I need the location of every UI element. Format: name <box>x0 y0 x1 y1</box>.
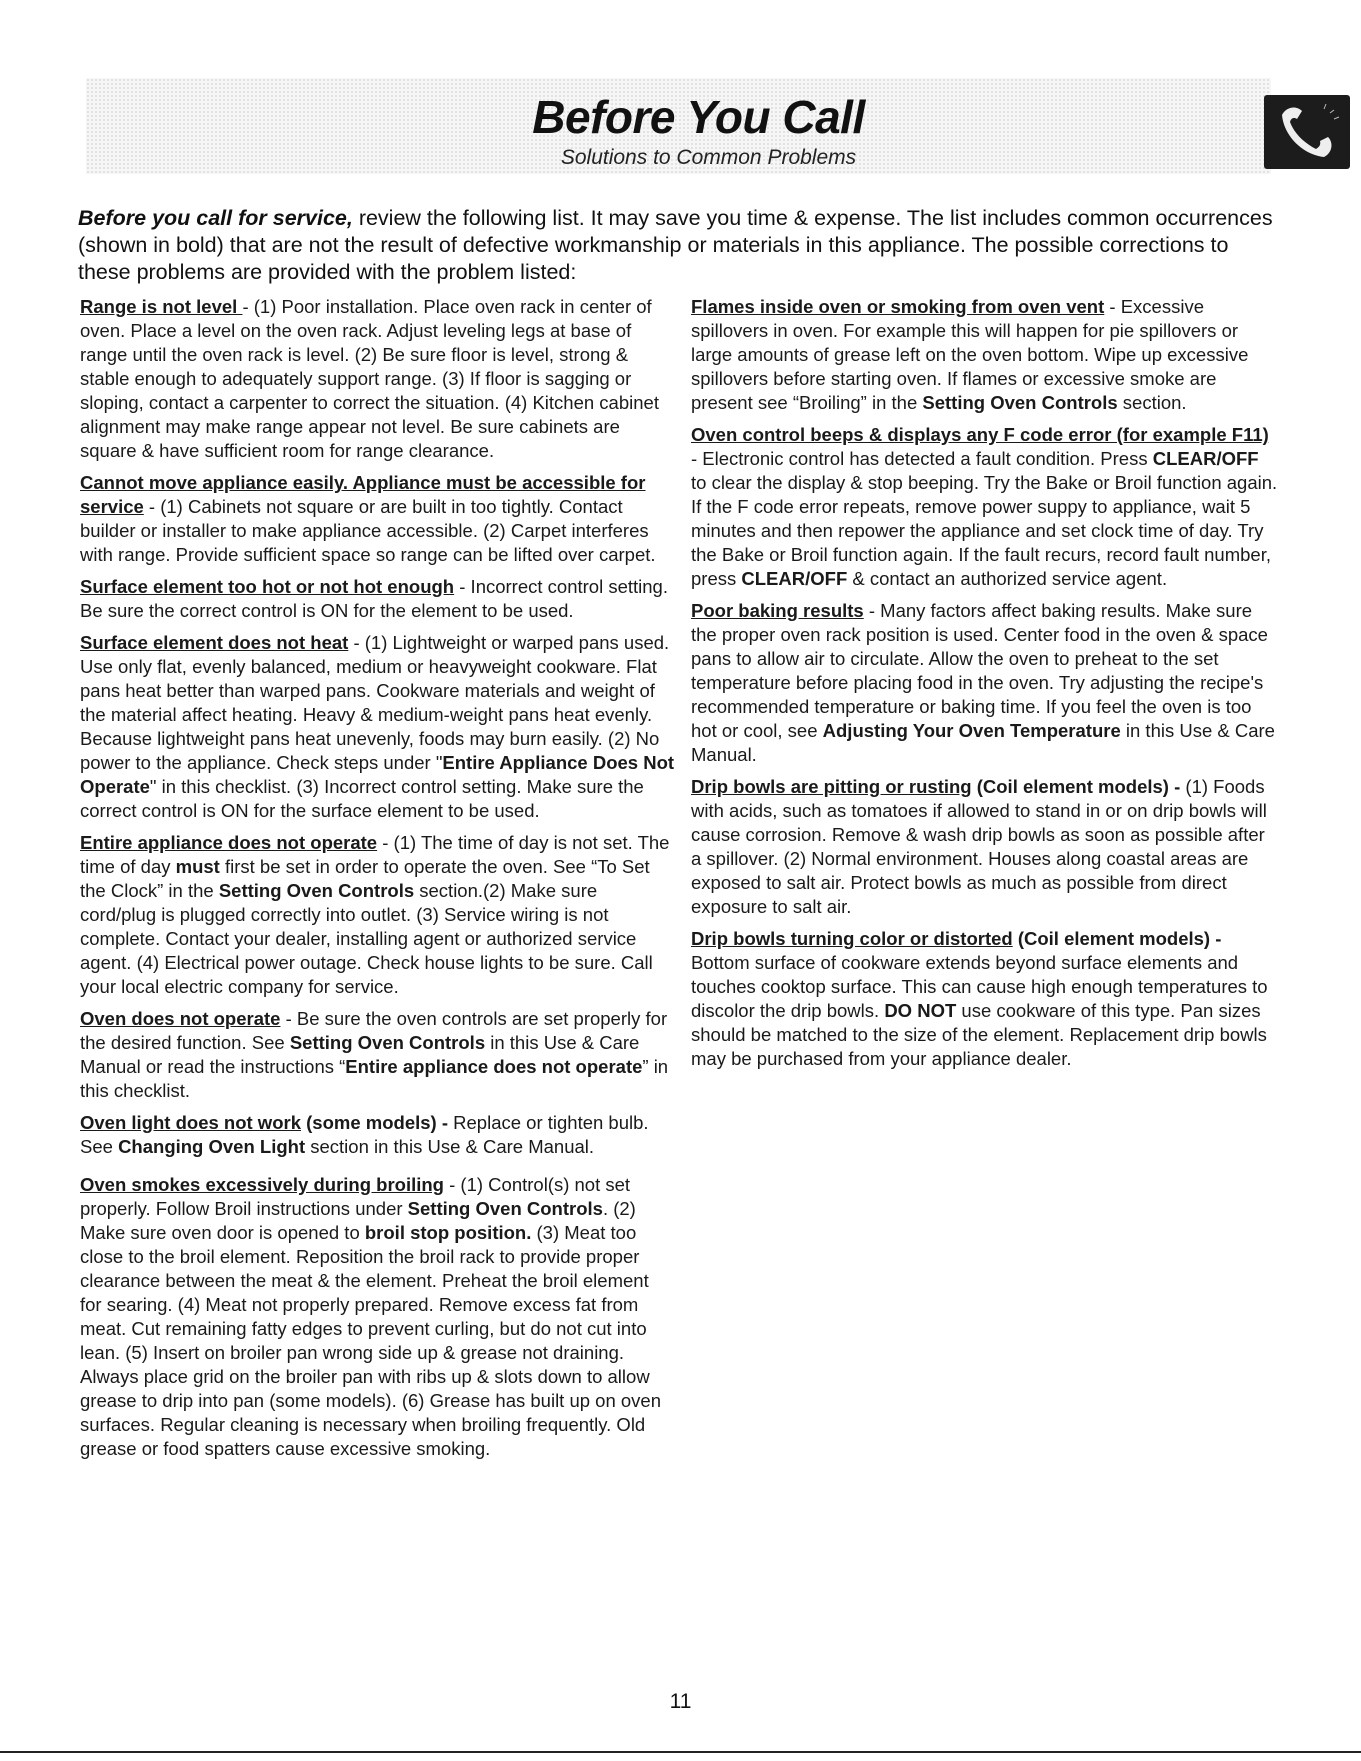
entry-text: - (1) Control(s) not set properly. Follow Broil instructions under <box>80 1174 631 1219</box>
page-title: Before You Call <box>532 91 865 143</box>
entry-text: " in this checklist. (3) Incorrect control setting. Make sure the correct control is ON for the surface element to be used. <box>80 776 644 821</box>
entry-text: - (1) Poor installation. Place oven rack in center of oven. Place a level on the oven rack. Adjust leveling legs at base of range until the oven rack is level. (2) Be sure floor is level, strong & stable enough to adequately support range. (3) If floor is sagging or sloping, contact a carpenter to correct the situation. (4) Kitchen cabinet alignment may make range appear not level. Be sure cabinets are square & have sufficient room for range clearance. <box>80 296 659 461</box>
entry-heading: Entire appliance does not operate <box>80 832 378 853</box>
entry-bold: Setting Oven Controls <box>922 392 1118 413</box>
entry-text: Replace or tighten bulb. See <box>80 1112 649 1157</box>
entry-heading: Cannot move appliance easily. Appliance must be accessible for service <box>80 472 646 517</box>
entry-text: - (1) The time of day is not set. The time of day <box>80 832 670 877</box>
intro-text: review the following list. It may save you time & expense. The list includes common occurrences (shown in bold) that are not the result of defective workmanship or materials in this appliance. The possible corrections to these problems are provided with the problem listed: <box>78 206 1273 284</box>
intro-lead: Before you call for service, <box>78 206 353 230</box>
entry-text: - Incorrect control setting. Be sure the correct control is ON for the element to be used. <box>80 576 668 621</box>
entry-text: - Many factors affect baking results. Make sure the proper oven rack position is used. Center food in the oven & space pans to allow air to circulate. Allow the oven to preheat to the set temperature before placing food in the oven. Try adjusting the recipe's recommended temperature or baking time. If you feel the oven is too hot or cool, see <box>691 600 1268 741</box>
entry-bold: Setting Oven Controls <box>289 1032 486 1053</box>
entry-text: section.(2) Make sure cord/plug is plugged correctly into outlet. (3) Service wiring is not complete. Contact your dealer, installing agent or authorized service agent. (4) Electrical power outage. Check house lights to be sure. Call your local electric company for service. <box>80 880 653 997</box>
entry-range-not-level <box>80 295 675 463</box>
entry-drip-bowls-color <box>691 927 1279 1071</box>
entry-oven-light <box>80 1111 675 1159</box>
entry-text: (1) Foods with acids, such as tomatoes if allowed to stand in or on drip bowls will cause corrosion. Remove & wash drip bowls as soon as possible after a spillover. (2) Normal environment. Houses along coastal areas are exposed to salt air. Protect bowls as much as possible from direct exposure to salt air. <box>691 776 1267 917</box>
entry-oven-not-operate <box>80 1007 675 1103</box>
right-column <box>691 295 1279 1079</box>
entry-bold: Entire Appliance Does Not Operate <box>80 752 675 797</box>
entry-bold: Setting Oven Controls <box>407 1198 603 1219</box>
entry-text: & contact an authorized service agent. <box>847 568 1168 589</box>
entry-bold: broil stop position. <box>364 1222 532 1243</box>
entry-heading: Poor baking results <box>691 600 864 621</box>
intro-paragraph <box>78 205 1283 286</box>
entry-heading: Drip bowls are pitting or rusting <box>691 776 972 797</box>
entry-poor-baking <box>691 599 1279 767</box>
entry-qualifier: (some models) - <box>301 1112 448 1133</box>
entry-oven-smokes-broiling <box>80 1173 675 1461</box>
page-subtitle: Solutions to Common Problems <box>560 146 857 169</box>
header-banner <box>86 78 1271 174</box>
entry-text: in this Use & Care Manual. <box>691 720 1275 765</box>
entry-heading: Surface element does not heat <box>80 632 349 653</box>
entry-heading: Oven control beeps & displays any F code error (for example F11) <box>691 424 1269 445</box>
entry-bold: Changing Oven Light <box>118 1136 306 1157</box>
entry-text: - Excessive spillovers in oven. For example this will happen for pie spillovers or large amounts of grease left on the oven bottom. Wipe up excessive spillovers before starting oven. If flames or excessive smoke are present see “Broiling” in the <box>691 296 1249 413</box>
entry-bold: must <box>175 856 220 877</box>
entry-heading: Flames inside oven or smoking from oven vent <box>691 296 1105 317</box>
entry-heading: Range is not level <box>80 296 243 317</box>
entry-flames-inside-oven <box>691 295 1279 415</box>
entry-text: to clear the display & stop beeping. Try the Bake or Broil function again. If the F code error repeats, remove power suppy to appliance, wait 5 minutes and then repower the appliance and set clock time of day. Try the Bake or Broil function again. If the fault recurs, record fault number, press <box>691 472 1278 589</box>
entry-text: first be set in order to operate the oven. See “To Set the Clock” in the <box>80 856 650 901</box>
entry-text: use cookware of this type. Pan sizes should be matched to the size of the element. Replacement drip bowls may be purchased from your appliance dealer. <box>691 1000 1267 1069</box>
entry-bold: Setting Oven Controls <box>218 880 415 901</box>
entry-text: ” in this checklist. <box>80 1056 669 1101</box>
entry-text: (3) Meat too close to the broil element. Reposition the broil rack to provide proper clearance between the meat & the element. Preheat the broil element for searing. (4) Meat not properly prepared. Remove excess fat from meat. Cut remaining fatty edges to prevent curling, but do not cut into lean. (5) Insert on broiler pan wrong side up & grease not draining. Always place grid on the broiler pan with ribs up & slots down to allow grease to drip into pan (some models). (6) Grease has built up on oven surfaces. Regular cleaning is necessary when broiling frequently. Old grease or food spatters cause excessive smoking. <box>80 1222 662 1459</box>
entry-qualifier: (Coil element models) - <box>1012 928 1222 949</box>
entry-bold: Entire appliance does not operate <box>345 1056 643 1077</box>
entry-f-code-error <box>691 423 1279 591</box>
entry-heading: Drip bowls turning color or distorted <box>691 928 1013 949</box>
entry-bold: CLEAR/OFF <box>741 568 848 589</box>
entry-text: Bottom surface of cookware extends beyond surface elements and touches cooktop surface. This can cause high enough temperatures to discolor the drip bowls. <box>691 952 1268 1021</box>
entry-heading: Surface element too hot or not hot enough <box>80 576 455 597</box>
entry-surface-element-temp <box>80 575 675 623</box>
page-number: 11 <box>669 1690 692 1713</box>
entry-drip-bowls-pitting <box>691 775 1279 919</box>
entry-text: in this Use & Care Manual or read the instructions “ <box>80 1032 640 1077</box>
entry-heading: Oven does not operate <box>80 1008 281 1029</box>
entry-cannot-move-appliance <box>80 471 675 567</box>
entry-text: - (1) Cabinets not square or are built in too tightly. Contact builder or installer to make appliance accessible. (2) Carpet interferes with range. Provide sufficient space so range can be lifted over carpet. <box>80 496 656 565</box>
phone-icon <box>1264 95 1350 169</box>
entry-appliance-not-operate <box>80 831 675 999</box>
entry-qualifier: (Coil element models) - <box>971 776 1181 797</box>
entry-heading: Oven smokes excessively during broiling <box>80 1174 444 1195</box>
entry-text: section in this Use & Care Manual. <box>305 1136 595 1157</box>
bottom-rule <box>0 1751 1361 1753</box>
entry-text: section. <box>1117 392 1187 413</box>
entry-text: . (2) Make sure oven door is opened to <box>80 1198 636 1243</box>
left-column <box>80 295 675 1469</box>
entry-surface-element-no-heat <box>80 631 675 823</box>
entry-bold: CLEAR/OFF <box>1152 448 1259 469</box>
entry-text: - Electronic control has detected a fault condition. Press <box>691 448 1153 469</box>
entry-heading: Oven light does not work <box>80 1112 301 1133</box>
entry-bold: DO NOT <box>884 1000 957 1021</box>
entry-text: - (1) Lightweight or warped pans used. Use only flat, evenly balanced, medium or heavyweight cookware. Flat pans heat better than warped pans. Cookware materials and weight of the material affect heating. Heavy & medium-weight pans heat evenly. Because lightweight pans heat unevenly, foods may burn easily. (2) No power to the appliance. Check steps under " <box>80 632 670 773</box>
entry-text: - Be sure the oven controls are set properly for the desired function. See <box>80 1008 668 1053</box>
entry-bold: Adjusting Your Oven Temperature <box>822 720 1121 741</box>
